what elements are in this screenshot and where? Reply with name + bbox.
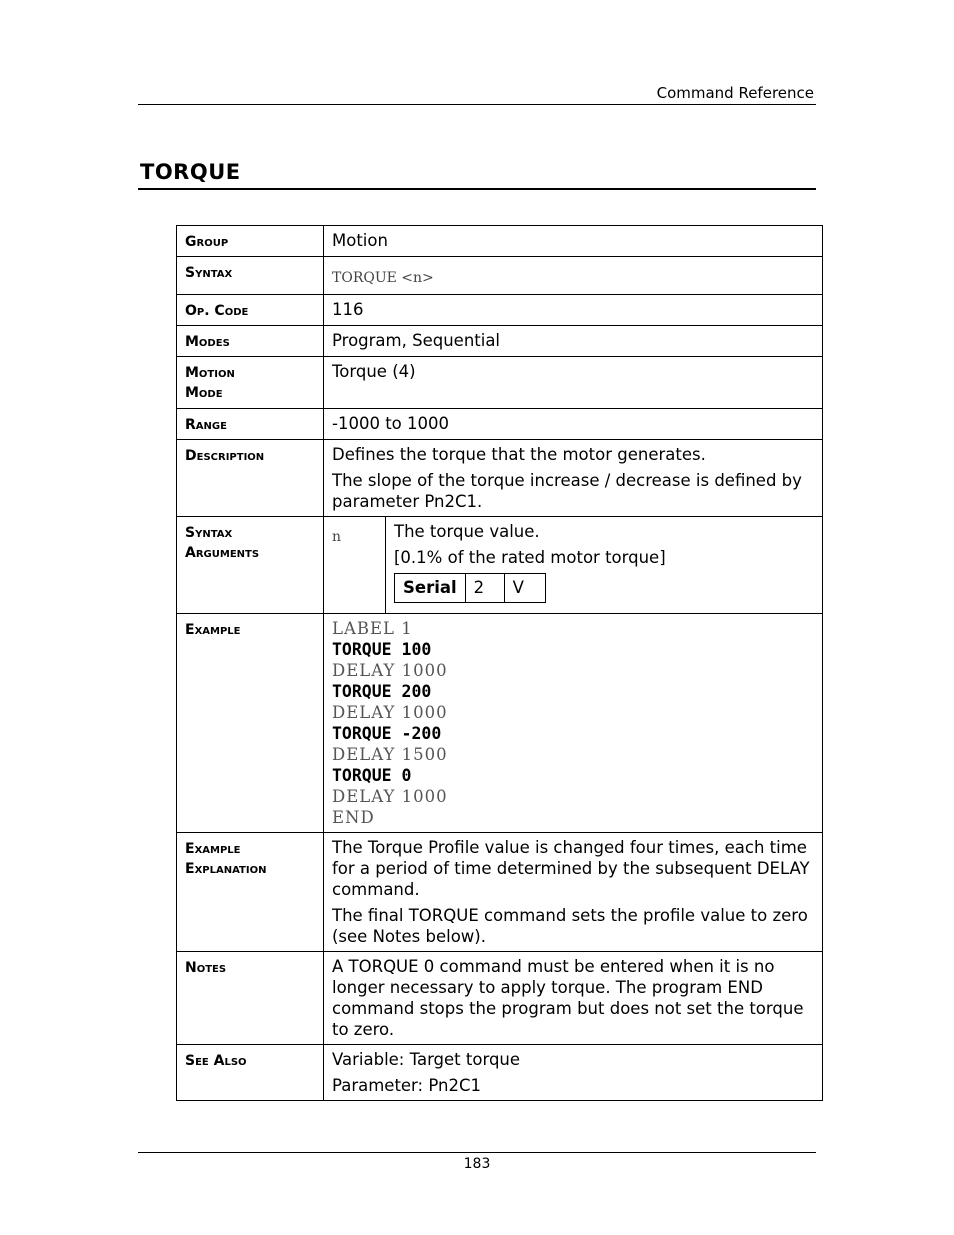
see-also-p1: Variable: Target torque <box>332 1050 521 1069</box>
value-notes <box>324 952 823 1045</box>
example-line-5: DELAY 1000 <box>332 703 448 722</box>
value-opcode: 116 <box>324 295 823 326</box>
row-syntax-arguments <box>177 517 823 614</box>
value-description <box>324 440 823 517</box>
argument-name-cell <box>332 517 386 613</box>
value-see-also <box>324 1045 823 1101</box>
value-range: -1000 to 1000 <box>324 409 823 440</box>
row-example <box>177 614 823 833</box>
serial-table <box>394 573 546 603</box>
value-group: Motion <box>324 226 823 257</box>
see-also-p2: Parameter: Pn2C1 <box>332 1076 481 1095</box>
label-group: Group <box>177 226 324 257</box>
label-example-explanation-2: Explanation <box>185 861 267 877</box>
page-title: TORQUE <box>140 160 241 184</box>
serial-label: Serial <box>395 574 466 603</box>
description-p2: The slope of the torque increase / decrease is defined by parameter Pn2C1. <box>332 471 802 511</box>
example-line-6: TORQUE -200 <box>332 724 442 743</box>
explanation-p2: The final TORQUE command sets the profile value to zero (see Notes below). <box>332 906 808 946</box>
page-number: 183 <box>463 1156 491 1172</box>
example-line-10: END <box>332 808 375 827</box>
example-line-2: TORQUE 100 <box>332 640 432 659</box>
row-example-explanation <box>177 833 823 952</box>
row-syntax <box>177 257 823 295</box>
label-syntax-arguments <box>177 517 324 614</box>
label-example-explanation-1: Example <box>185 841 241 857</box>
example-line-9: DELAY 1000 <box>332 787 448 806</box>
value-syntax-arguments <box>324 517 823 614</box>
example-code <box>324 614 823 833</box>
example-line-1: LABEL 1 <box>332 619 413 638</box>
label-syntax: Syntax <box>177 257 324 295</box>
label-see-also: See Also <box>177 1045 324 1101</box>
argument-name: n <box>332 529 342 545</box>
header-rule <box>138 104 816 105</box>
description-p1: Defines the torque that the motor generates. <box>332 445 706 464</box>
example-line-8: TORQUE 0 <box>332 766 412 785</box>
serial-type: V <box>504 574 545 603</box>
explanation-p1: The Torque Profile value is changed four times, each time for a period of time determined by the subsequent DELAY command. <box>332 838 810 899</box>
example-line-3: DELAY 1000 <box>332 661 448 680</box>
value-modes: Program, Sequential <box>324 326 823 357</box>
example-line-4: TORQUE 200 <box>332 682 432 701</box>
label-syntax-arguments-1: Syntax <box>185 525 233 541</box>
label-description: Description <box>177 440 324 517</box>
row-see-also <box>177 1045 823 1101</box>
title-rule <box>138 188 816 190</box>
row-opcode <box>177 295 823 326</box>
row-notes <box>177 952 823 1045</box>
row-motion-mode <box>177 357 823 409</box>
label-example-explanation <box>177 833 324 952</box>
footer-rule <box>138 1152 816 1153</box>
row-modes <box>177 326 823 357</box>
label-modes: Modes <box>177 326 324 357</box>
label-motion-mode-1: Motion <box>185 365 235 381</box>
notes-p1: A TORQUE 0 command must be entered when it is no longer necessary to apply torque. The program END command stops the program but does not set the torque to zero. <box>332 957 804 1039</box>
label-opcode: Op. Code <box>177 295 324 326</box>
row-group <box>177 226 823 257</box>
value-syntax-cell <box>324 257 823 295</box>
argument-description <box>386 517 823 613</box>
argument-p1: The torque value. <box>394 522 540 541</box>
value-motion-mode: Torque (4) <box>324 357 823 409</box>
argument-p2: [0.1% of the rated motor torque] <box>394 548 666 567</box>
label-notes: Notes <box>177 952 324 1045</box>
running-header: Command Reference <box>656 84 814 102</box>
serial-value: 2 <box>465 574 504 603</box>
value-example-explanation <box>324 833 823 952</box>
row-range <box>177 409 823 440</box>
arguments-table <box>332 517 822 613</box>
command-reference-table <box>176 225 823 1101</box>
example-line-7: DELAY 1500 <box>332 745 448 764</box>
label-range: Range <box>177 409 324 440</box>
label-motion-mode <box>177 357 324 409</box>
label-example: Example <box>177 614 324 833</box>
value-syntax: TORQUE <n> <box>332 270 434 286</box>
row-description <box>177 440 823 517</box>
label-motion-mode-2: Mode <box>185 385 223 401</box>
label-syntax-arguments-2: Arguments <box>185 545 260 561</box>
